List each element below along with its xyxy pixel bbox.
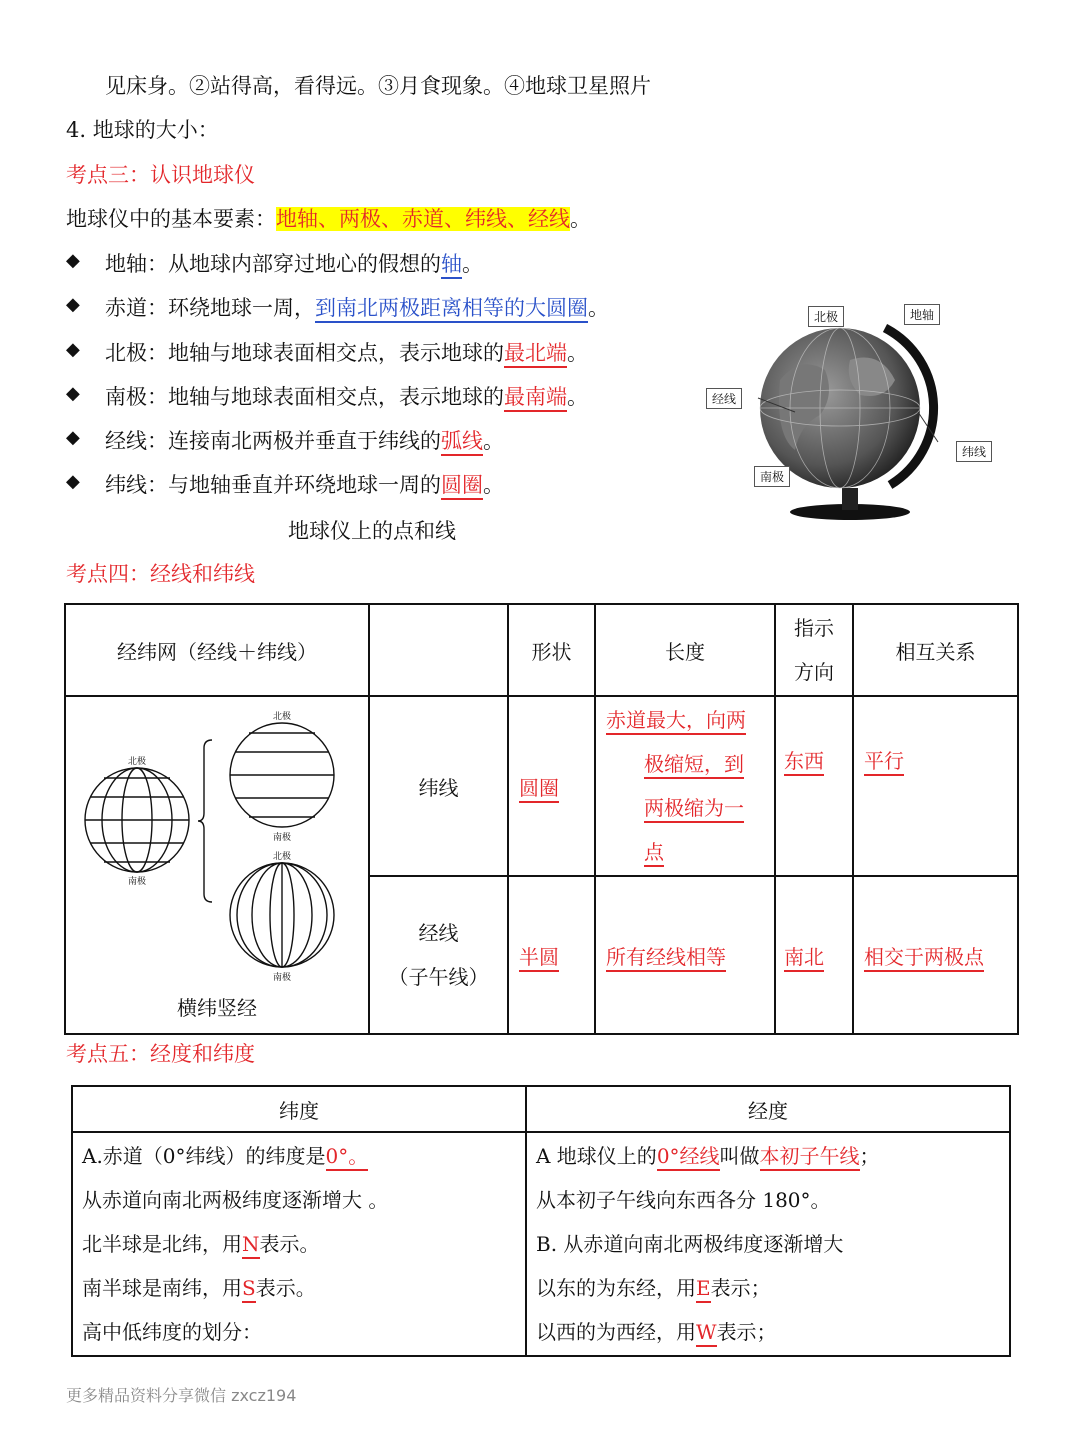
bullet-south-pole: 南极：地轴与地球表面相交点，表示地球的最南端。 [105,381,588,411]
bullet-north-pole: 北极：地轴与地球表面相交点，表示地球的最北端。 [105,337,588,367]
bullet-icon: ◆ [66,294,80,315]
row-parallel-direction: 东西 [775,696,853,876]
latitude-longitude-degree-table [71,1085,1011,1357]
label-south-pole: 南极 [754,466,790,487]
meridians-south-label: 南极 [272,973,292,983]
label-meridian: 经线 [706,388,742,409]
graticule-image [72,700,362,1030]
table-row [72,1132,1010,1356]
row-parallel-relation: 平行 [853,696,1018,876]
bullet-icon: ◆ [66,471,80,492]
bullet-parallel: 纬线：与地轴垂直并环绕地球一周的圆圈。 [105,469,504,499]
section3-title: 考点三：认识地球仪 [66,163,255,187]
footer-note: 更多精品资料分享微信 zxcz194 [66,1386,297,1405]
bullet-icon: ◆ [66,383,80,404]
header-latitude: 纬度 [72,1086,526,1132]
latitude-longitude-lines-table [64,603,1019,1035]
row-meridian-shape: 半圆 [508,876,595,1034]
row-meridian-length: 所有经线相等 [595,876,775,1034]
earth-size-item: 4. 地球的大小： [66,118,219,142]
table-header-row [72,1086,1010,1132]
grid-north-label: 北极 [127,757,147,767]
section5-title: 考点五：经度和纬度 [66,1042,255,1066]
header-shape: 形状 [508,604,595,696]
label-earth-axis: 地轴 [904,304,940,325]
elements-label: 地球仪中的基本要素： [66,207,276,231]
row-parallel-name: 纬线 [369,696,508,876]
parallels-north-label: 北极 [272,712,292,722]
grid-caption: 横纬竖经 [177,996,257,1020]
grid-illustration-cell [65,696,369,1034]
longitude-cell: A 地球仪上的0°经线叫做本初子午线； 从本初子午线向东西各分 180°。 B. 从赤道向南北两极纬度逐渐增大 以东的为东经，用E表示； 以西的为西经，用W表示； [526,1132,1010,1356]
row-parallel-length: 赤道最大，向两 极缩短，到 两极缩为一 点 [595,696,775,876]
label-north-pole: 北极 [808,306,844,327]
globe-illustration [700,300,1000,530]
meridians-north-label: 北极 [272,852,292,862]
figure-caption: 地球仪上的点和线 [288,519,456,543]
label-parallel: 纬线 [956,441,992,462]
bullet-equator: 赤道：环绕地球一周，到南北两极距离相等的大圆圈。 [105,292,609,322]
table-header-row [65,604,1018,696]
row-meridian-relation: 相交于两极点 [853,876,1018,1034]
globe-image [700,300,1000,530]
grid-south-label: 南极 [127,877,147,887]
row-parallel-shape: 圆圈 [508,696,595,876]
header-relation: 相互关系 [853,604,1018,696]
bullet-icon: ◆ [66,339,80,360]
section4-title: 考点四：经线和纬线 [66,562,255,586]
header-direction: 指示 方向 [775,604,853,696]
row-meridian-name: 经线 （子午线） [369,876,508,1034]
elements-value: 地轴、两极、赤道、纬线、经线 [276,207,570,231]
header-length: 长度 [595,604,775,696]
intro-line: 见床身。②站得高，看得远。③月食现象。④地球卫星照片 [105,74,651,98]
bullet-axis: 地轴：从地球内部穿过地心的假想的轴。 [105,248,483,278]
elements-end: 。 [570,207,591,231]
header-grid: 经纬网（经线＋纬线） [65,604,369,696]
row-meridian-direction: 南北 [775,876,853,1034]
parallels-south-label: 南极 [272,833,292,843]
bullet-meridian: 经线：连接南北两极并垂直于纬线的弧线。 [105,425,504,455]
header-longitude: 经度 [526,1086,1010,1132]
bullet-icon: ◆ [66,427,80,448]
table-row [65,696,1018,876]
globe-elements [66,203,591,233]
header-empty [369,604,508,696]
latitude-cell: A.赤道（0°纬线）的纬度是0°。 从赤道向南北两极纬度逐渐增大 。 北半球是北纬，用N表示。 南半球是南纬，用S表示。 高中低纬度的划分： [72,1132,526,1356]
bullet-icon: ◆ [66,250,80,271]
